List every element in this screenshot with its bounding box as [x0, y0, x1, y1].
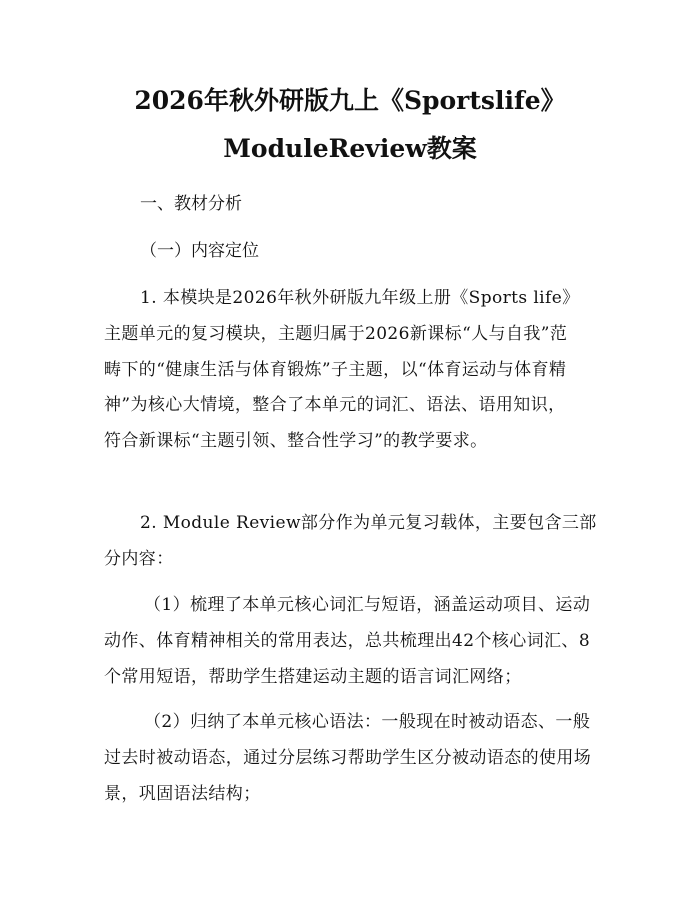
subsection-heading: （一）内容定位: [140, 241, 259, 261]
document-title-line1: 2026年秋外研版九上《Sportslife》: [134, 86, 566, 115]
section-heading: 一、教材分析: [140, 194, 242, 214]
paragraph-4: （2）归纳了本单元核心语法：一般现在时被动语态、一般过去时被动语态，通过分层练习帮助学生区分被动语态的使用场景，巩固语法结构；: [104, 712, 592, 804]
paragraph-3: （1）梳理了本单元核心词汇与短语，涵盖运动项目、运动动作、体育精神相关的常用表达，总共梳理出42个核心词汇、8个常用短语，帮助学生搭建运动主题的语言词汇网络；: [104, 595, 591, 687]
paragraph-1: 1. 本模块是2026年秋外研版九年级上册《Sports life》主题单元的复习模块，主题归属于2026新课标“人与自我”范畴下的“健康生活与体育锻炼”子主题，以“体育运动与体育精神”为核心大情境，整合了本单元的词汇、语法、语用知识，符合新课标“主题引领、整合性学习”的教学要求。: [104, 288, 572, 452]
paragraph-2: 2. Module Review部分作为单元复习载体，主要包含三部分内容：: [104, 513, 597, 569]
document-title-line2: ModuleReview教案: [223, 134, 477, 163]
